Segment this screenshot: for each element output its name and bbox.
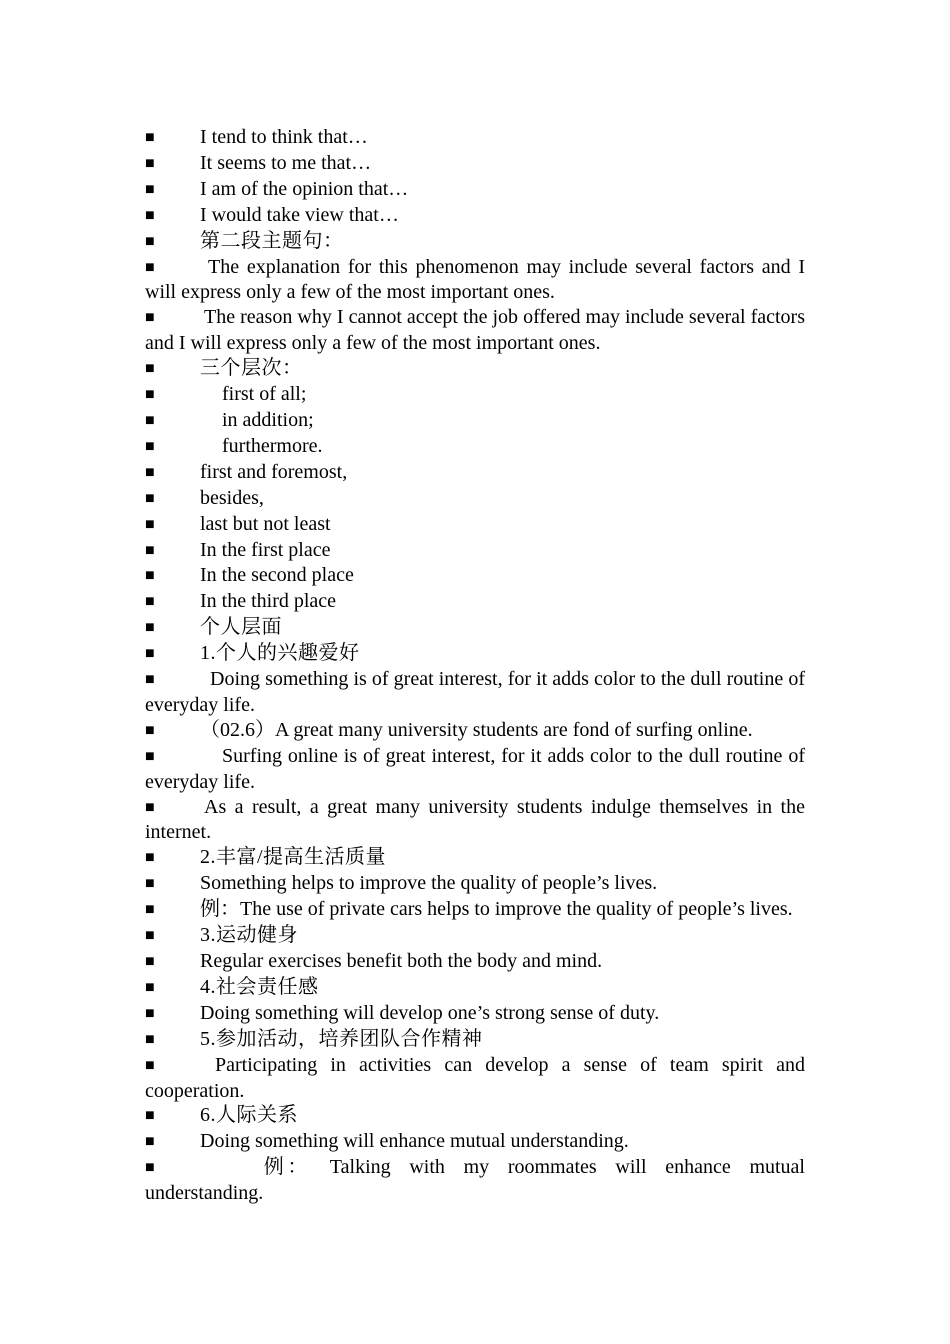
section-heading-text: 第二段主题句：	[200, 229, 344, 252]
section-heading	[145, 356, 805, 382]
bullet-icon: ■	[145, 1159, 155, 1177]
section-heading	[145, 845, 805, 871]
bullet-icon: ■	[145, 437, 155, 455]
section-heading	[145, 615, 805, 641]
list-item-text: The explanation for this phenomenon may include several factors and I will express only a few of the most important ones.	[145, 255, 805, 304]
list-item-text: As a result, a great many university students indulge themselves in the internet.	[145, 795, 805, 844]
bullet-icon: ■	[145, 593, 155, 611]
bullet-icon: ■	[145, 849, 156, 867]
bullet-icon: ■	[145, 489, 155, 507]
list-item-text: The reason why I cannot accept the job offered may include several factors and I will express only a few of the most important ones.	[145, 306, 805, 355]
list-item	[145, 151, 805, 177]
list-item-text: furthermore.	[222, 434, 323, 457]
section-heading-text: 2.丰富/提高生活质量	[200, 846, 387, 869]
bullet-icon: ■	[145, 515, 155, 533]
bullet-icon: ■	[145, 1056, 155, 1074]
section-heading	[145, 229, 805, 255]
list-item	[145, 563, 805, 589]
section-heading	[145, 1027, 805, 1053]
bullet-icon: ■	[145, 411, 155, 429]
bullet-icon: ■	[145, 567, 155, 585]
list-item	[145, 538, 805, 564]
section-heading-text: 个人层面	[200, 616, 282, 639]
list-item	[145, 897, 805, 923]
list-item-text: Doing something will develop one’s strong sense of duty.	[200, 1001, 660, 1024]
bullet-icon: ■	[145, 798, 155, 816]
bullet-icon: ■	[145, 541, 155, 559]
section-heading	[145, 923, 805, 949]
list-item-text: Participating in activities can develop a sense of team spirit and cooperation.	[145, 1053, 805, 1102]
bullet-icon: ■	[145, 129, 155, 146]
bullet-icon: ■	[145, 645, 156, 663]
list-item-text: Surfing online is of great interest, for it adds color to the dull routine of everyday life.	[145, 744, 805, 793]
list-item	[145, 255, 805, 306]
bullet-icon: ■	[145, 978, 156, 996]
list-item	[145, 795, 805, 846]
bullet-icon: ■	[145, 206, 155, 224]
bullet-icon: ■	[145, 953, 155, 970]
list-item	[145, 408, 805, 434]
list-item	[145, 1053, 805, 1104]
list-item-text: In the second place	[200, 564, 354, 587]
list-item	[145, 486, 805, 512]
bullet-icon: ■	[145, 180, 155, 198]
list-item	[145, 667, 805, 718]
section-heading-text: 1.个人的兴趣爱好	[200, 642, 360, 665]
list-item	[145, 949, 805, 975]
list-item	[145, 203, 805, 229]
bullet-icon: ■	[145, 1004, 155, 1022]
list-item	[145, 382, 805, 408]
bullet-icon: ■	[145, 232, 156, 250]
list-item	[145, 177, 805, 203]
list-item-text: I would take view that…	[200, 203, 399, 226]
list-item-text: Something helps to improve the quality of people’s lives.	[200, 872, 658, 895]
bullet-icon: ■	[145, 927, 156, 945]
list-item	[145, 744, 805, 795]
section-heading	[145, 1103, 805, 1129]
list-item-text: Doing something will enhance mutual understanding.	[200, 1130, 629, 1153]
list-item	[145, 718, 805, 744]
bullet-icon: ■	[145, 258, 155, 276]
bullet-icon: ■	[145, 619, 156, 637]
list-item-text: In the first place	[200, 538, 331, 561]
list-item-text: It seems to me that…	[200, 151, 372, 174]
list-item	[145, 305, 805, 356]
bullet-icon: ■	[145, 875, 155, 893]
list-item	[145, 1155, 805, 1206]
list-item	[145, 125, 805, 151]
bullet-icon: ■	[145, 1030, 156, 1048]
bullet-icon: ■	[145, 309, 155, 327]
list-item-text: first and foremost,	[200, 460, 348, 483]
section-heading-text: 5.参加活动，培养团队合作精神	[200, 1027, 483, 1050]
list-item-text: first of all;	[222, 383, 307, 406]
bullet-icon: ■	[145, 386, 155, 404]
list-item	[145, 460, 805, 486]
bullet-icon: ■	[145, 671, 155, 689]
list-item-text: Regular exercises benefit both the body and mind.	[200, 950, 603, 972]
list-item	[145, 589, 805, 615]
section-heading	[145, 975, 805, 1001]
list-item	[145, 512, 805, 538]
section-heading-text: 6.人际关系	[200, 1104, 298, 1127]
bullet-icon: ■	[145, 901, 155, 919]
section-heading-text: 4.社会责任感	[200, 975, 319, 998]
list-item-text: 例：The use of private cars helps to improve the quality of people’s lives.	[200, 898, 793, 921]
list-item-text: besides,	[200, 486, 264, 509]
list-item-text: （02.6）A great many university students are fond of surfing online.	[200, 718, 753, 741]
list-item-text: I am of the opinion that…	[200, 177, 409, 200]
document-page	[145, 125, 805, 1206]
list-item-text: Doing something is of great interest, for it adds color to the dull routine of everyday life.	[145, 668, 805, 716]
list-item-text: In the third place	[200, 590, 337, 613]
bullet-icon: ■	[145, 1107, 156, 1125]
list-item-text: I tend to think that…	[200, 126, 368, 148]
bullet-icon: ■	[145, 747, 155, 765]
list-item	[145, 1129, 805, 1155]
section-heading	[145, 641, 805, 667]
bullet-icon: ■	[145, 360, 156, 378]
list-item	[145, 434, 805, 460]
list-item-text: in addition;	[222, 408, 314, 431]
list-item	[145, 1001, 805, 1027]
list-item-text: 例： Talking with my roommates will enhance mutual understanding.	[145, 1156, 805, 1205]
bullet-icon: ■	[145, 721, 155, 739]
bullet-icon: ■	[145, 154, 155, 172]
section-heading-text: 三个层次：	[200, 357, 303, 380]
list-item-text: last but not least	[200, 512, 331, 535]
bullet-icon: ■	[145, 463, 155, 481]
bullet-icon: ■	[145, 1133, 155, 1151]
list-item	[145, 871, 805, 897]
section-heading-text: 3.运动健身	[200, 924, 298, 947]
